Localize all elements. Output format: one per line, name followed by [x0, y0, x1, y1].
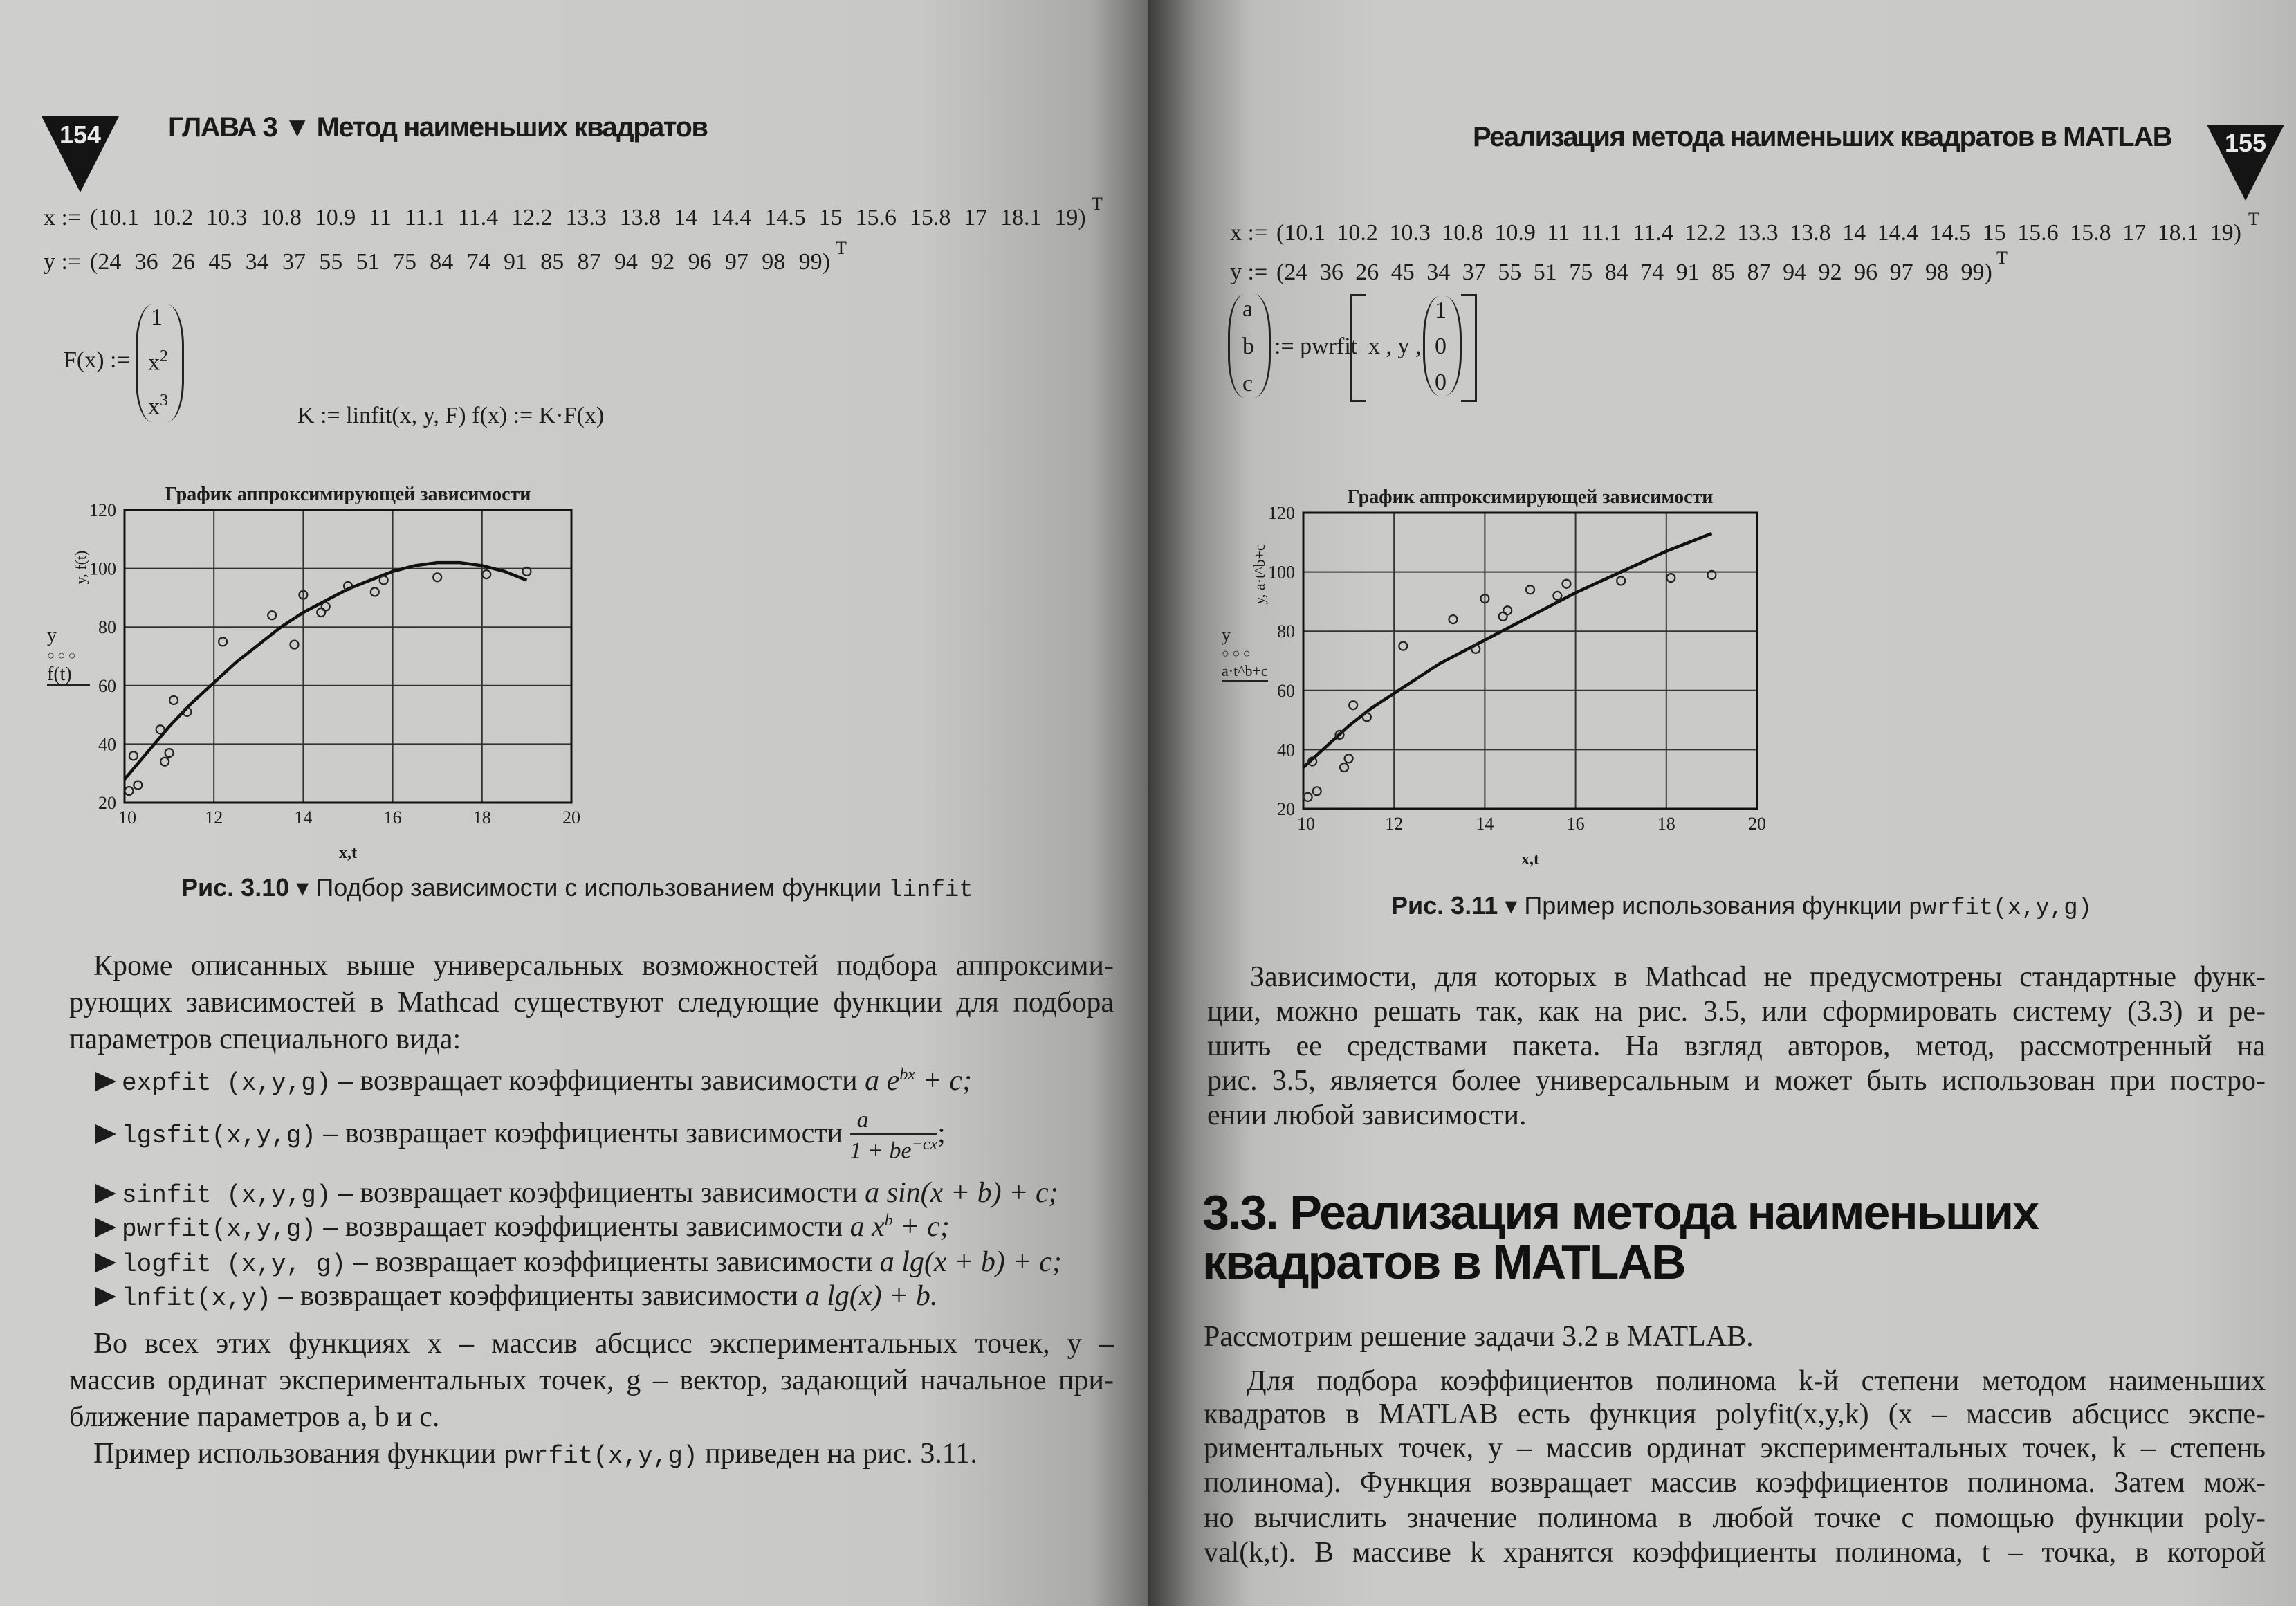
x-vector [1276, 220, 2241, 246]
section-heading: квадратов в MATLAB [1202, 1235, 1685, 1289]
formula: a lg(x + b) + c; [879, 1246, 1062, 1278]
bullet-item [95, 1176, 1058, 1210]
vector-element: 98 [762, 249, 786, 275]
x-tick-label: 18 [472, 807, 491, 828]
paragraph-line: полинома). Функция возвращает массив коэффициентов полинома. Затем мож- [1204, 1467, 2266, 1499]
data-point [129, 751, 138, 760]
data-point [380, 576, 388, 585]
vector-element: 96 [1854, 259, 1878, 285]
paragraph-line: Зависимости, для которых в Mathcad не предусмотрены стандартные функ- [1250, 961, 2266, 993]
data-point [1340, 763, 1348, 772]
data-point [219, 637, 227, 646]
vector-element: 10.2 [151, 205, 194, 230]
bullet-arrow-icon [95, 1072, 116, 1091]
pwrfit-args: x , y , [1368, 334, 1422, 359]
running-head: Реализация метода наименьших квадратов в MATLAB [1473, 122, 2171, 152]
transpose-mark: T [1092, 194, 1103, 214]
paragraph-line: Для подбора коэффициентов полинома k-й степени методом наименьших [1247, 1365, 2266, 1397]
vector-element: 12.2 [1684, 220, 1726, 246]
figure-caption-3-11: Рис. 3.11 ▾ Пример использования функции pwrfit(x,y,g) [1391, 891, 2093, 922]
x-tick-label: 20 [562, 807, 580, 828]
bracket-left [1350, 294, 1366, 402]
data-point [290, 641, 298, 649]
paragraph-line: но вычислить значение полинома в любой точке с помощью функции poly- [1204, 1502, 2266, 1534]
legend-pwr: a·t^b+c [1222, 662, 1268, 682]
legend-marker-circles: ○ ○ ○ [47, 648, 76, 662]
bullet-description: – возвращает коэффициенты зависимости [346, 1246, 880, 1278]
vector-element: 84 [430, 249, 454, 275]
fraction-numerator: a [850, 1107, 938, 1135]
formula: a lg(x) + b. [805, 1280, 938, 1312]
vector-element: (24 [90, 249, 122, 275]
vector-element: 10.8 [1442, 220, 1483, 246]
section-heading: 3.3. Реализация метода наименьших [1202, 1185, 2039, 1239]
page-number-badge [2207, 125, 2284, 201]
vector-element: 55 [319, 249, 343, 275]
x-tick-label: 16 [383, 807, 402, 828]
data-point [1363, 713, 1371, 721]
vector-element: 26 [171, 249, 195, 275]
data-point [134, 781, 142, 790]
bullet-item [95, 1210, 950, 1243]
bullet-description: – возвращает коэффициенты зависимости [315, 1211, 850, 1243]
data-point [1349, 701, 1357, 709]
vector-element: 13.8 [619, 205, 661, 230]
vector-element: 92 [1818, 259, 1842, 285]
paragraph-line: val(k,t). В массиве k хранятся коэффициенты полинома, t – точка, в которой [1204, 1537, 2266, 1569]
vector-element: 15.6 [855, 205, 897, 230]
fit-curve [125, 563, 526, 779]
vector-element: (10.1 [1276, 220, 1325, 246]
vector-element: 14 [674, 205, 698, 230]
function-signature: sinfit (x,y,g) [122, 1181, 331, 1210]
vector-element: 11.4 [457, 205, 499, 230]
vector-element: 15.8 [909, 205, 951, 230]
vector-element: 91 [1675, 259, 1700, 285]
x-vector [90, 205, 1086, 231]
data-point [268, 611, 276, 619]
vector-element: 34 [1426, 259, 1451, 285]
transpose-mark: T [2248, 209, 2259, 229]
legend-y: y [1222, 625, 1231, 645]
vector-element: 10.9 [314, 205, 356, 230]
function-signature: pwrfit(x,y,g) [122, 1215, 316, 1243]
transpose-mark: T [836, 238, 847, 258]
paragraph-line: риментальных точек, y – массив ординат экспериментальных точек, k – степень [1204, 1432, 2266, 1464]
vector-element: 15 [818, 205, 843, 230]
x-tick-label: 18 [1657, 814, 1675, 834]
vector-element: 75 [392, 249, 416, 275]
vector-element: 10.8 [260, 205, 302, 230]
y-tick-label: 80 [1277, 621, 1295, 642]
vector-element: 34 [245, 249, 269, 275]
data-point [1666, 574, 1675, 582]
vector-element: 51 [1533, 259, 1557, 285]
function-signature: expfit (x,y,g) [122, 1069, 331, 1097]
vector-element: 75 [1569, 259, 1593, 285]
vector-element: 87 [577, 249, 601, 275]
legend-y: y [47, 625, 57, 646]
bullet-item [95, 1245, 1062, 1279]
paragraph-line: квадратов в MATLAB есть функция polyfit(x,y,k) (x – массив абсцисс экспе- [1204, 1398, 2266, 1430]
coef-c: c [1242, 371, 1253, 396]
function-signature: logfit (x,y, g) [122, 1250, 347, 1279]
formula: a x [849, 1211, 885, 1243]
data-point [317, 608, 325, 617]
chart-title: График аппроксимирующей зависимости [165, 484, 531, 505]
vector-element: 74 [1640, 259, 1664, 285]
function-signature: lgsfit(x,y,g) [122, 1121, 316, 1150]
vector-element: 14.4 [1877, 220, 1919, 246]
vector-element: 91 [503, 249, 527, 275]
vector-element: 13.3 [565, 205, 607, 230]
vector-element: 94 [614, 249, 638, 275]
y-axis-label: y, a·t^b+c [1251, 544, 1268, 605]
F-row-3: $x^3$ [148, 392, 168, 420]
exponent: bx [899, 1066, 915, 1084]
y-axis-label: y, f(t) [72, 550, 89, 585]
vector-element: 74 [466, 249, 490, 275]
vector-element: 10.3 [206, 205, 248, 230]
vector-element: 15.6 [2017, 220, 2059, 246]
data-point [165, 749, 174, 757]
data-point [1617, 576, 1625, 585]
bullet-description: – возвращает коэффициенты зависимости [315, 1117, 850, 1149]
bullet-arrow-icon [95, 1124, 116, 1144]
data-point [1399, 642, 1407, 650]
vector-element: (10.1 [90, 205, 139, 230]
data-point [169, 696, 178, 704]
y-definition-label: y := [44, 249, 82, 275]
vector-element: 97 [724, 249, 749, 275]
y-tick-label: 20 [1277, 799, 1295, 819]
F-definition-label: F(x) := [64, 347, 130, 373]
bullet-description: – возвращает коэффициенты зависимости [331, 1065, 865, 1097]
x-tick-label: 12 [205, 807, 223, 828]
bullet-item [95, 1107, 946, 1164]
y-vector [1276, 259, 1992, 286]
x-axis-label: x,t [339, 844, 357, 862]
y-tick-label: 100 [1268, 562, 1295, 583]
formula-tail: + c; [892, 1211, 950, 1243]
paragraph-line: шить ее средствами пакета. На взгляд авторов, метод, рассмотренный на [1207, 1030, 2266, 1062]
vector-element: 51 [356, 249, 380, 275]
bullet-item [95, 1064, 972, 1097]
guess-3: 0 [1435, 369, 1447, 395]
figure-caption-3-10: Рис. 3.10 ▾ Подбор зависимости с использованием функции linfit [181, 873, 973, 904]
paragraph-line: ении любой зависимости. [1207, 1099, 1527, 1131]
vector-element: 36 [1319, 259, 1343, 285]
data-point [371, 587, 379, 596]
vector-element: 17 [964, 205, 988, 230]
vector-element: 37 [1462, 259, 1486, 285]
vector-element: 94 [1783, 259, 1807, 285]
bullet-description: – возвращает коэффициенты зависимости [271, 1280, 805, 1312]
vector-element: 11 [369, 205, 392, 230]
running-head: ГЛАВА 3 ▼ Метод наименьших квадратов [168, 112, 708, 143]
x-tick-label: 14 [1476, 814, 1494, 834]
bullet-item [95, 1279, 937, 1313]
vector-element: 45 [1390, 259, 1415, 285]
data-point [156, 725, 165, 733]
y-tick-label: 120 [1268, 503, 1295, 523]
x-definition-label: x := [44, 205, 82, 230]
plot-frame [125, 510, 571, 803]
vector-element: 17 [2122, 220, 2147, 246]
y-tick-label: 100 [89, 558, 116, 579]
vector-element: 11 [1547, 220, 1570, 246]
x-axis-label: x,t [1521, 850, 1539, 868]
vector-element: 36 [134, 249, 158, 275]
guess-2: 0 [1435, 334, 1447, 359]
F-row-1: 1 [151, 304, 163, 330]
right-page [1148, 0, 2296, 1606]
paragraph-line: ции, можно решать так, как на рис. 3.5, или сформировать систему (3.3) и ре- [1207, 996, 2266, 1028]
function-signature: lnfit(x,y) [122, 1284, 272, 1313]
vector-element: 55 [1498, 259, 1522, 285]
vector-element: (24 [1276, 259, 1308, 285]
exponent: −cx [911, 1135, 938, 1153]
transpose-mark: T [1996, 248, 2008, 268]
paragraph-line: массив ординат экспериментальных точек, g – вектор, задающий начальное при- [69, 1365, 1114, 1396]
vector-element: 18.1 [2157, 220, 2199, 246]
data-point [160, 758, 169, 766]
page-number-badge [42, 116, 119, 192]
y-tick-label: 60 [98, 675, 116, 696]
data-point [482, 570, 490, 578]
F-row-2: $x^2$ [148, 347, 168, 376]
bullet-arrow-icon [95, 1287, 116, 1306]
vector-element: 96 [688, 249, 712, 275]
y-tick-label: 80 [98, 617, 116, 638]
vector-element: 99) [798, 249, 830, 275]
bullet-arrow-icon [95, 1218, 116, 1237]
bullet-arrow-icon [95, 1253, 116, 1272]
chart-linfit [69, 471, 595, 879]
paragraph-line: Пример использования функции pwrfit(x,y,g) приведен на рис. 3.11. [93, 1438, 977, 1470]
page-number: 155 [2224, 129, 2267, 157]
x-tick-label: 20 [1748, 814, 1766, 834]
vector-element: 85 [1711, 259, 1736, 285]
x-tick-label: 10 [1297, 814, 1315, 834]
bullet-arrow-icon [95, 1184, 116, 1203]
bullet-description: – возвращает коэффициенты зависимости [331, 1177, 865, 1209]
vector-element: 14.5 [764, 205, 806, 230]
formula-tail: ; [937, 1117, 946, 1149]
vector-element: 19) [2210, 220, 2241, 246]
paragraph-line: ближение параметров a, b и c. [69, 1401, 440, 1433]
linfit-definition: K := linfit(x, y, F) f(x) := K·F(x) [297, 403, 605, 428]
coef-a: a [1242, 296, 1253, 322]
vector-element: 12.2 [511, 205, 553, 230]
vector-element: 11.1 [404, 205, 445, 230]
data-point [1304, 793, 1312, 801]
data-point [125, 787, 133, 795]
formula-tail: + c; [915, 1065, 972, 1097]
vector-element: 14.4 [710, 205, 752, 230]
vector-element: 84 [1604, 259, 1628, 285]
vector-element: 10.9 [1494, 220, 1536, 246]
data-point [1526, 585, 1534, 594]
paragraph-line: Рассмотрим решение задачи 3.2 в MATLAB. [1204, 1321, 1754, 1353]
x-definition-label: x := [1230, 220, 1268, 246]
paragraph-line: параметров специального вида: [69, 1023, 461, 1055]
data-point [1345, 754, 1353, 763]
vector-element: 97 [1889, 259, 1913, 285]
vector-element: 99) [1960, 259, 1992, 285]
vector-element: 11.1 [1581, 220, 1622, 246]
vector-element: 92 [651, 249, 675, 275]
vector-element: 13.8 [1790, 220, 1831, 246]
formula-fraction [850, 1107, 938, 1164]
vector-element: 10.2 [1337, 220, 1378, 246]
y-tick-label: 20 [98, 793, 116, 813]
data-point [1449, 615, 1457, 623]
pwrfit-call: := pwrfit [1274, 334, 1358, 359]
y-vector [90, 249, 830, 275]
guess-1: 1 [1435, 298, 1447, 323]
vector-element: 85 [540, 249, 564, 275]
vector-element: 37 [282, 249, 306, 275]
y-tick-label: 120 [89, 500, 116, 520]
data-point [433, 573, 441, 581]
data-point [1553, 592, 1561, 600]
x-tick-label: 10 [118, 807, 136, 828]
data-point [1503, 606, 1512, 614]
paragraph-line: Во всех этих функциях x – массив абсцисс экспериментальных точек, y – [93, 1328, 1114, 1360]
y-tick-label: 60 [1277, 680, 1295, 701]
fit-curve [1303, 533, 1711, 767]
formula: a e [865, 1065, 900, 1097]
vector-element: 14.5 [1929, 220, 1972, 246]
chart-title: График аппроксимирующей зависимости [1347, 486, 1714, 508]
vector-element: 98 [1925, 259, 1949, 285]
vector-element: 15 [1982, 220, 2006, 246]
vector-element: 10.3 [1389, 220, 1431, 246]
vector-element: 87 [1747, 259, 1771, 285]
data-point [322, 603, 330, 611]
legend-f: f(t) [47, 665, 90, 686]
x-tick-label: 12 [1385, 814, 1404, 834]
vector-element: 45 [208, 249, 232, 275]
paragraph-line: рис. 3.5, является более универсальным и может быть использован при постро- [1207, 1065, 2266, 1097]
bracket-right [1461, 294, 1477, 402]
formula: a sin(x + b) + c; [865, 1177, 1058, 1209]
paragraph-line: рующих зависимостей в Mathcad существуют следующие функции для подбора [69, 987, 1114, 1019]
x-tick-label: 14 [294, 807, 313, 828]
y-tick-label: 40 [98, 734, 116, 755]
vector-element: 19) [1054, 205, 1086, 230]
exponent: b [884, 1212, 893, 1230]
page-number: 154 [59, 120, 102, 149]
vector-element: 14 [1842, 220, 1866, 246]
y-definition-label: y := [1230, 259, 1268, 285]
vector-element: 18.1 [1000, 205, 1042, 230]
vector-element: 11.4 [1633, 220, 1673, 246]
paragraph-line: Кроме описанных выше универсальных возможностей подбора аппроксими- [93, 950, 1114, 982]
fraction-denominator: $1 + be^{-cx}$ [849, 1135, 938, 1164]
data-point [1313, 787, 1321, 795]
coef-b: b [1242, 334, 1254, 359]
vector-element: 13.3 [1737, 220, 1779, 246]
chart-pwrfit [1248, 477, 1788, 886]
plot-frame [1303, 513, 1757, 809]
vector-element: 26 [1355, 259, 1379, 285]
vector-element: 15.8 [2070, 220, 2111, 246]
legend-marker-circles: ○ ○ ○ [1222, 646, 1251, 660]
data-point [1562, 580, 1570, 588]
x-tick-label: 16 [1566, 814, 1585, 834]
y-tick-label: 40 [1277, 740, 1295, 760]
